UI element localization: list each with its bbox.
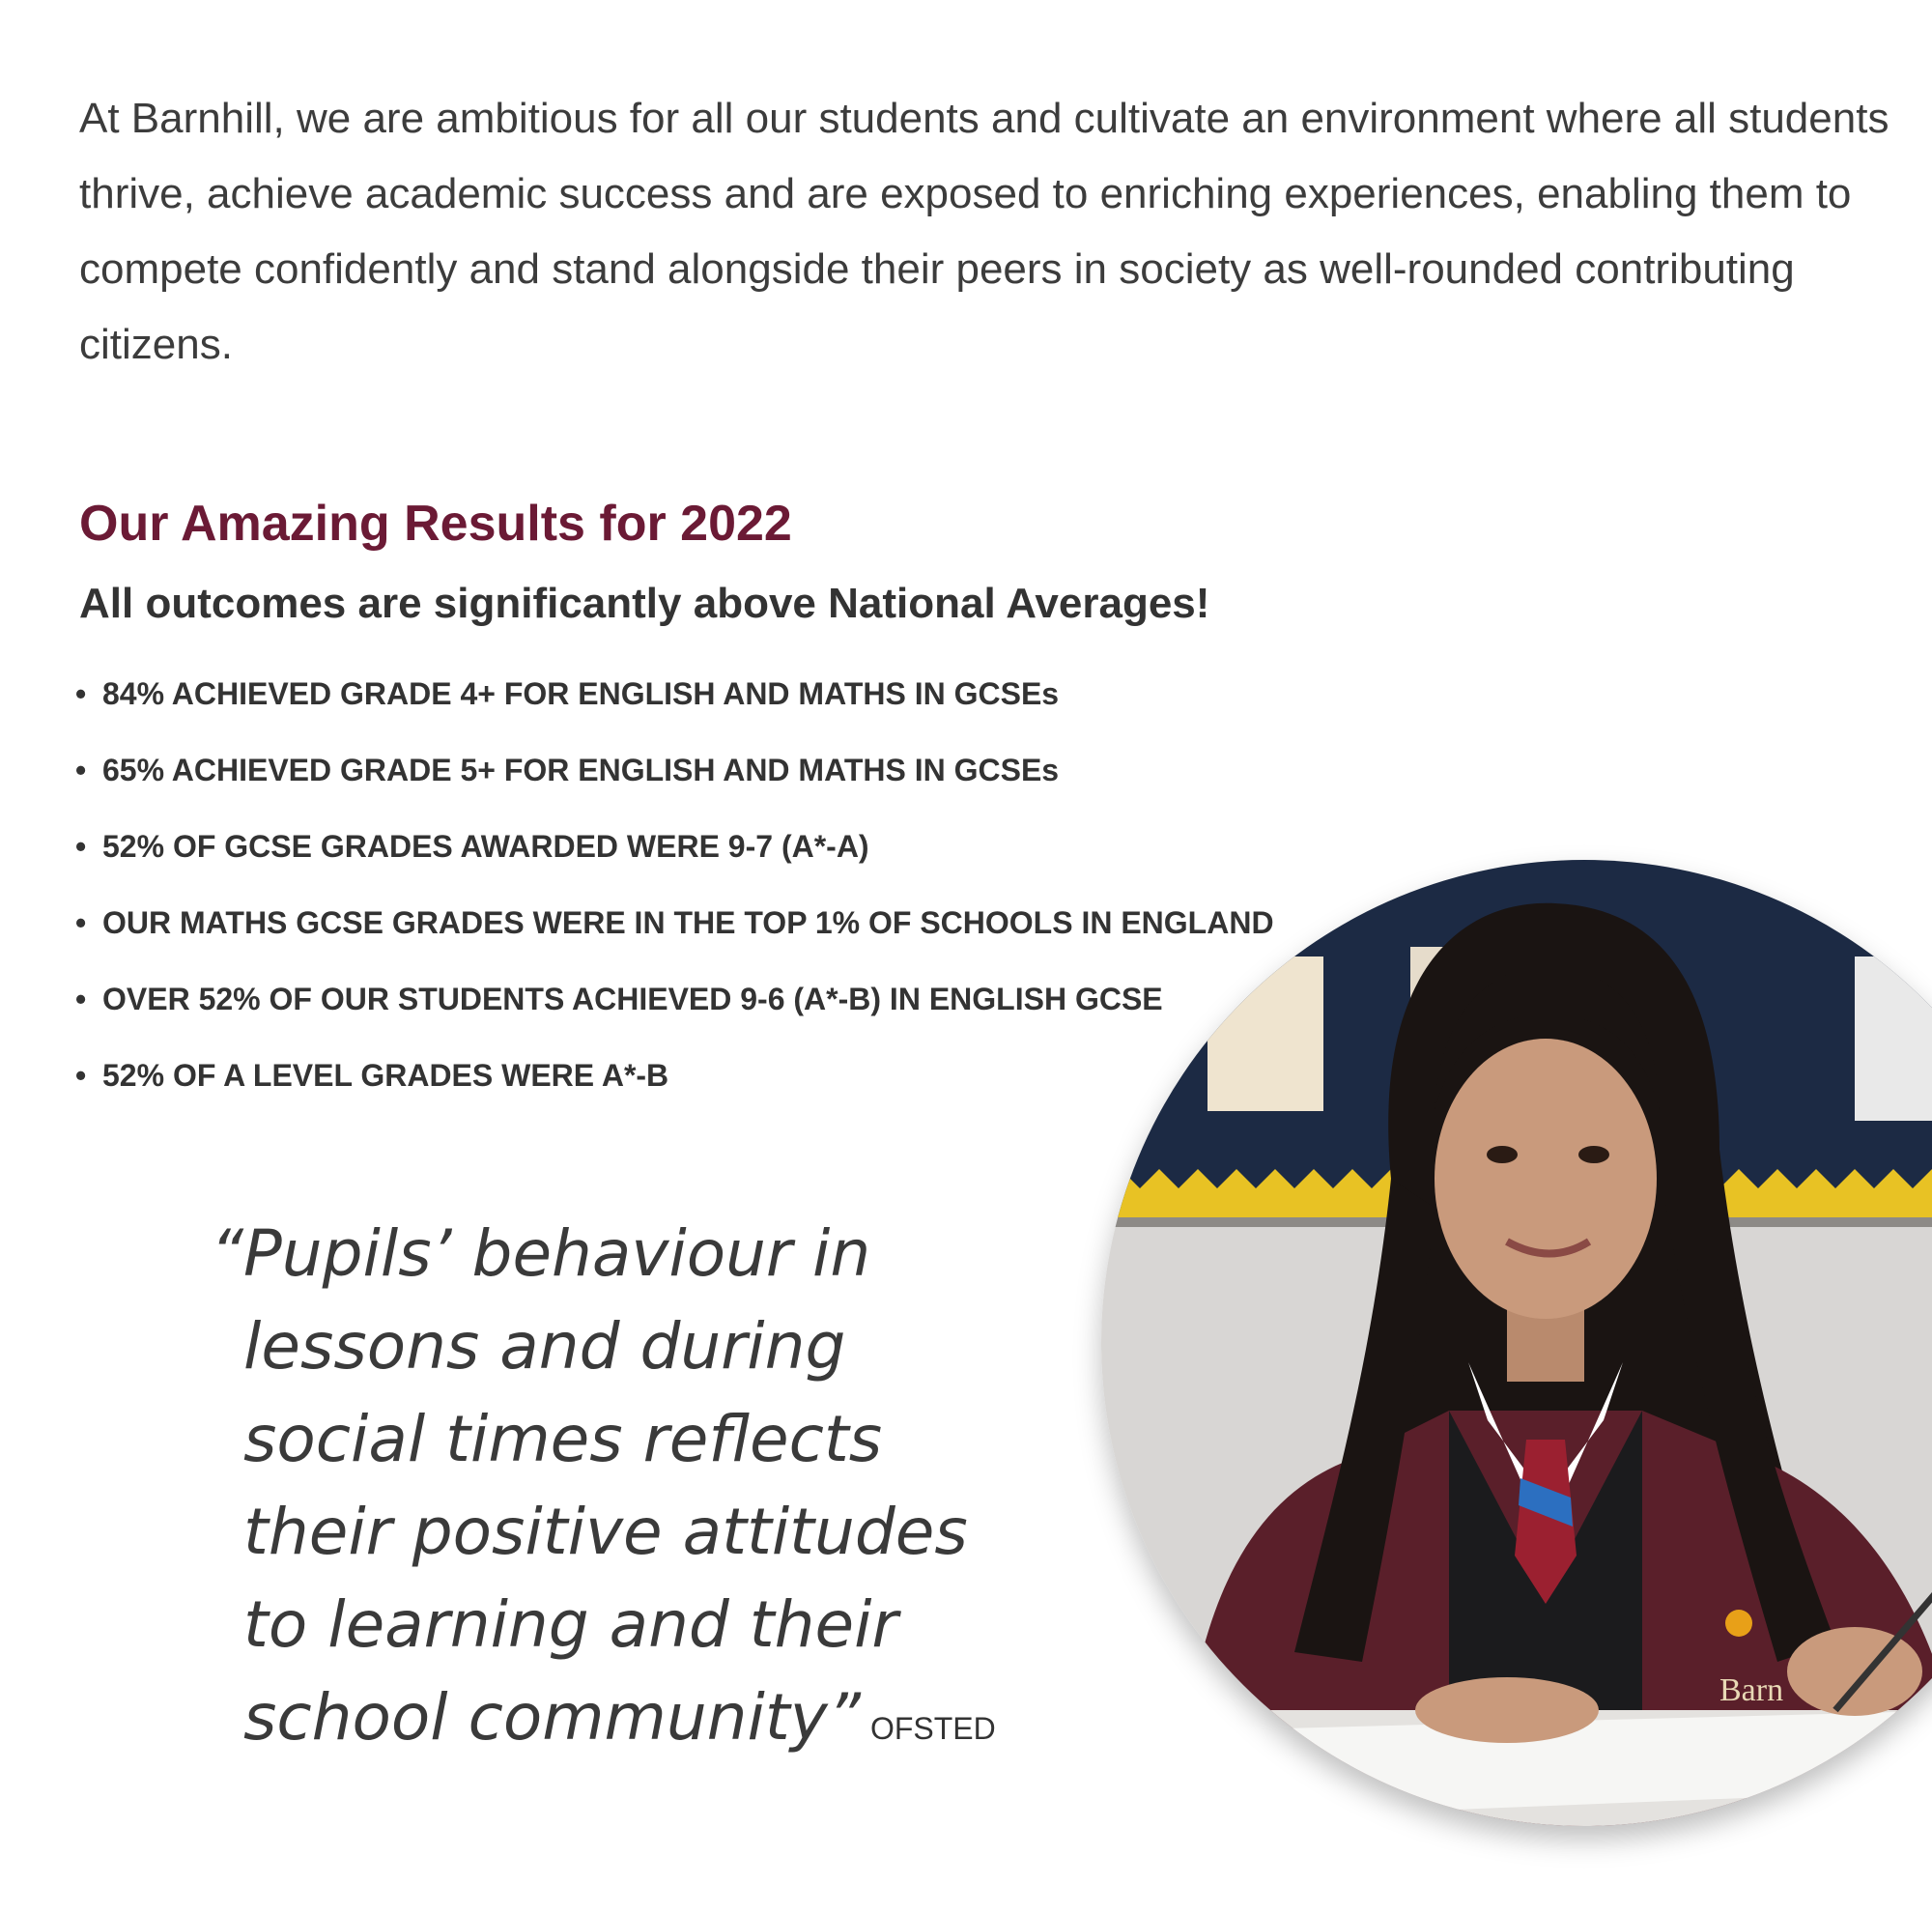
- quote-line: to learning and their: [243, 1587, 898, 1662]
- result-text: 52% OF GCSE GRADES AWARDED WERE 9-7 (A*-A): [102, 829, 869, 864]
- list-item: [75, 667, 1274, 743]
- quote-line: school community”: [243, 1680, 861, 1755]
- eye: [1578, 1146, 1609, 1163]
- bullet-icon: •: [75, 1058, 87, 1093]
- list-item: [75, 743, 1274, 819]
- blazer-badge: Barn: [1719, 1672, 1784, 1708]
- result-text: 65% ACHIEVED GRADE 5+ FOR ENGLISH AND MATHS IN GCSEs: [102, 753, 1060, 787]
- quote-line: social times reflects: [243, 1402, 883, 1476]
- bullet-icon: •: [75, 753, 87, 787]
- bullet-icon: •: [75, 676, 87, 711]
- bullet-icon: •: [75, 829, 87, 864]
- results-subheading: All outcomes are significantly above National Averages!: [79, 580, 1210, 627]
- result-text: OVER 52% OF OUR STUDENTS ACHIEVED 9-6 (A*-B) IN ENGLISH GCSE: [102, 982, 1163, 1016]
- quote-line: their positive attitudes: [243, 1495, 968, 1569]
- list-item: [75, 896, 1274, 972]
- bullet-icon: •: [75, 982, 87, 1016]
- quote-source: OFSTED: [869, 1711, 996, 1746]
- open-quote-mark: “: [211, 1216, 244, 1291]
- quote-line: Pupils’ behaviour in: [243, 1216, 871, 1291]
- eye: [1487, 1146, 1518, 1163]
- results-list: [75, 667, 1274, 1125]
- face: [1435, 1039, 1657, 1319]
- quote-line: lessons and during: [243, 1309, 846, 1384]
- result-text: 84% ACHIEVED GRADE 4+ FOR ENGLISH AND MATHS IN GCSEs: [102, 676, 1060, 711]
- list-item: [75, 1048, 1274, 1125]
- quote-last-line: [211, 1671, 1003, 1775]
- right-hand: [1787, 1627, 1922, 1716]
- list-item: [75, 972, 1274, 1048]
- results-heading: Our Amazing Results for 2022: [79, 496, 792, 552]
- board-poster: [1855, 956, 1932, 1121]
- result-text: OUR MATHS GCSE GRADES WERE IN THE TOP 1% OF SCHOOLS IN ENGLAND: [102, 905, 1274, 940]
- intro-paragraph: At Barnhill, we are ambitious for all our students and cultivate an environment where all students thrive, achieve academic success and are exposed to enriching experiences, enabling them to compete confidently and stand alongside their peers in society as well-rounded contributing citizens.: [79, 95, 1889, 368]
- bullet-icon: •: [75, 905, 87, 940]
- left-hand: [1415, 1677, 1599, 1743]
- result-text: 52% OF A LEVEL GRADES WERE A*-B: [102, 1058, 669, 1093]
- badge-emblem: [1725, 1610, 1752, 1637]
- ofsted-quote: [211, 1208, 1003, 1775]
- list-item: [75, 819, 1274, 896]
